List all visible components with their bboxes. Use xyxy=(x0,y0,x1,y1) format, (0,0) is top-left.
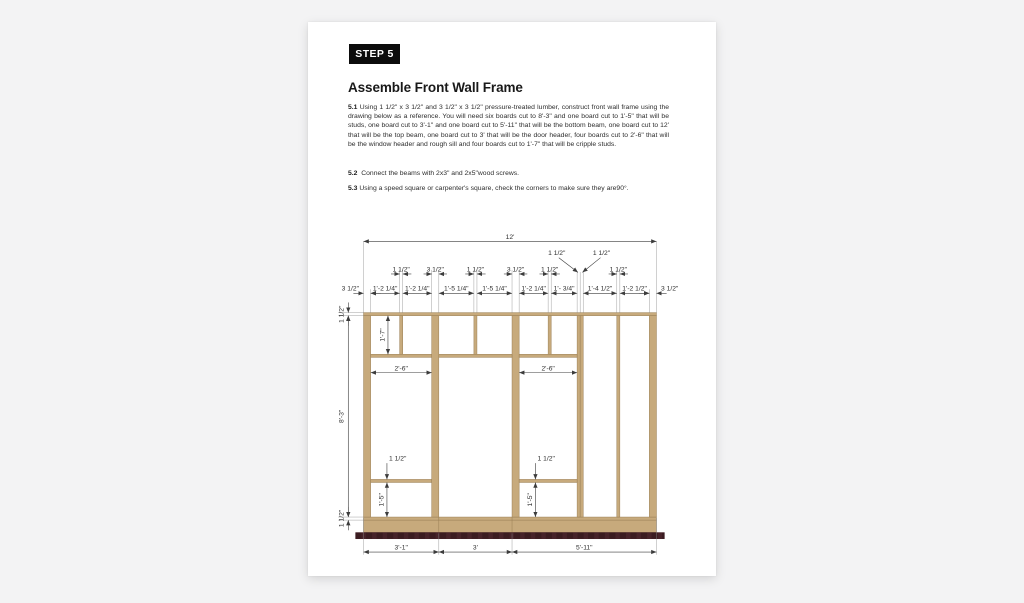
dim-label-leader: 1 1/2" xyxy=(548,250,566,258)
dim-label-stud: 3 1/2" xyxy=(426,266,444,274)
left-corner-post xyxy=(364,316,371,517)
dim-label-gap: 1'- 3/4" xyxy=(553,285,575,293)
door-left-post xyxy=(432,316,439,517)
wall-frame-diagram xyxy=(331,228,689,562)
dim-label-gap: 3 1/2" xyxy=(341,285,359,293)
right-corner-post xyxy=(649,316,656,517)
bottom-beam xyxy=(364,517,657,520)
dim-label-bottom-beam: 1 1/2" xyxy=(338,509,346,528)
dim-label-bottom: 5'-11" xyxy=(575,544,593,552)
cripple-stud-door xyxy=(474,316,477,355)
step-text: Using a speed square or carpenter's square, check the corners to make sure they are90°. xyxy=(359,185,629,192)
step-text: Connect the beams with 2x3" and 2x5"wood screws. xyxy=(361,170,520,177)
dim-label-window1-sill-height: 1'-5" xyxy=(378,493,386,507)
window1-rough-sill xyxy=(371,479,432,482)
dim-label-cripple-length: 1'-7" xyxy=(379,328,387,342)
double-stud-b xyxy=(580,316,583,517)
dim-label-stud: 1 1/2" xyxy=(541,266,559,274)
dim-label-overall-width: 12' xyxy=(505,233,515,241)
dimension-labels xyxy=(339,234,679,552)
dim-label-gap: 1'-2 1/4" xyxy=(372,285,398,293)
step-badge xyxy=(349,44,400,64)
stud-right-bay xyxy=(617,316,620,517)
dim-label-top-beam: 1 1/2" xyxy=(338,305,346,323)
dim-label-stud: 3 1/2" xyxy=(506,266,525,274)
step-text: Using 1 1/2" x 3 1/2" and 3 1/2" x 3 1/2" pressure-treated lumber, construct front wall frame using the drawing below as a reference. You will need six boards cut to 8'-3" and one board cut to 1'-5" that will be studs, one board cut to 3'-1" and one board cut to 5'-11" that will be the bottom beam, one board cut to 12' that will be the top beam, one board cut to 3' that will be the door header, four boards cut to 2'-6" that will be the window header and rough sill and four boards cut to 1'-7" that will be cripple studs. xyxy=(348,104,670,148)
door-header xyxy=(439,354,512,357)
double-stud-a xyxy=(577,316,580,517)
window1-header xyxy=(371,354,432,357)
cripple-stud-window1 xyxy=(400,316,403,355)
cripple-stud-window2 xyxy=(548,316,551,355)
step-number: 5.2 xyxy=(348,170,358,177)
step-number: 5.3 xyxy=(348,185,358,192)
dim-label-stud: 1 1/2" xyxy=(466,266,485,274)
top-beam xyxy=(364,313,657,316)
dim-label-stud: 1 1/2" xyxy=(392,266,410,274)
dim-label-window1-sill-thickness: 1 1/2" xyxy=(389,455,407,463)
instruction-step-5-3 xyxy=(348,184,669,193)
instruction-step-5-2 xyxy=(348,169,669,178)
window2-header xyxy=(519,354,577,357)
dim-label-gap: 1'-2 1/4" xyxy=(404,285,430,293)
dim-label-window2-width: 2'-6" xyxy=(541,365,555,373)
step-badge-label: STEP 5 xyxy=(355,48,394,60)
dim-label-bottom: 3'-1" xyxy=(394,544,408,552)
page-title: Assemble Front Wall Frame xyxy=(348,80,523,95)
frame-lumber xyxy=(355,313,664,539)
dim-label-window2-sill-thickness: 1 1/2" xyxy=(537,455,555,463)
dim-label-gap: 1'-2 1/2" xyxy=(622,285,647,293)
dim-label-stud: 1 1/2" xyxy=(609,266,627,274)
dim-label-stud-height: 8'-3" xyxy=(338,409,346,424)
dim-label-window2-sill-height: 1'-5" xyxy=(526,493,534,507)
document-page xyxy=(308,22,716,576)
floor-platform xyxy=(364,520,657,532)
door-right-post xyxy=(512,316,519,517)
dim-label-gap: 1'-5 1/4" xyxy=(482,285,507,293)
step-number: 5.1 xyxy=(348,104,358,111)
dim-label-gap: 1'-5 1/4" xyxy=(444,285,469,293)
dim-label-bottom: 3' xyxy=(472,544,478,552)
dim-label-window1-width: 2'-6" xyxy=(394,365,408,373)
dim-label-leader: 1 1/2" xyxy=(592,250,611,258)
window2-rough-sill xyxy=(519,479,577,482)
instruction-step-5-1 xyxy=(348,103,669,149)
dim-label-gap: 3 1/2" xyxy=(661,285,679,293)
dim-label-gap: 1'-2 1/4" xyxy=(521,285,546,293)
dim-label-gap: 1'-4 1/2" xyxy=(587,285,613,293)
